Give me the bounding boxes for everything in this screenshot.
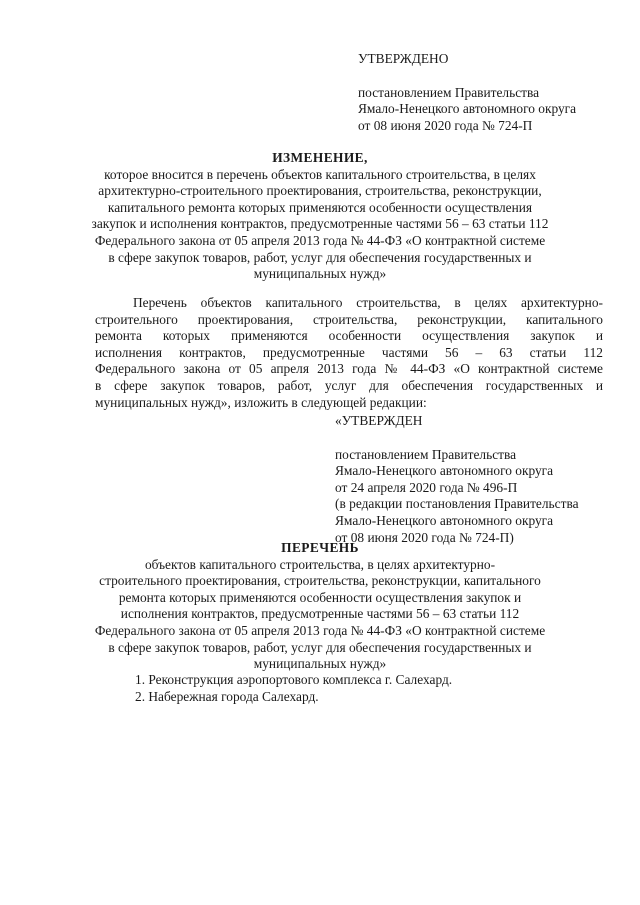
approval-stamp-top [358,51,576,134]
perechen-line: объектов капитального строительства, в целях архитектурно- [144,556,496,572]
perechen-line: строительного проектирования, строительства, реконструкции, капитального [99,573,541,589]
object-list [135,672,452,705]
change-line: которое вносится в перечень объектов капитального строительства, в целях [104,166,536,182]
approval-line: Ямало-Ненецкого автономного округа [358,101,577,117]
change-line: муниципальных нужд» [253,266,387,282]
change-title-suffix: , [364,150,368,165]
approval-stamp-inner [335,413,579,546]
perechen-title: ПЕРЕЧЕНЬ [281,540,359,555]
change-line: закупок и исполнения контрактов, предусмотренные частями 56 – 63 статьи 112 [91,216,549,232]
list-item: 2. Набережная города Салехард. [135,688,319,704]
approval-heading: «УТВЕРЖДЕН [335,413,423,428]
perechen-line: исполнения контрактов, предусмотренные частями 56 – 63 статьи 112 [120,606,520,622]
change-line: в сфере закупок товаров, работ, услуг для обеспечения государственных и [108,249,532,265]
change-line: Федерального закона от 05 апреля 2013 года № 44-ФЗ «О контрактной системе [94,232,546,248]
change-title-text: ИЗМЕНЕНИЕ [272,150,364,165]
approval-line: от 08 июня 2020 года № 724-П [358,117,533,133]
body-paragraph [95,295,603,411]
change-line: капитального ремонта которых применяются особенности осуществления [107,199,533,215]
perechen-line: в сфере закупок товаров, работ, услуг для обеспечения государственных и [108,639,532,655]
approval-line: от 24 апреля 2020 года № 496-П [335,479,518,495]
paragraph-line: исполнения контрактов, предусмотренные частями 56 – 63 статьи 112 [95,344,603,360]
change-line: архитектурно-строительного проектирования, строительства, реконструкции, [98,183,542,199]
paragraph-line: в сфере закупок товаров, работ, услуг для обеспечения государственных и [95,377,603,393]
perechen-line: Федерального закона от 05 апреля 2013 года № 44-ФЗ «О контрактной системе [94,622,546,638]
paragraph-line: муниципальных нужд», изложить в следующей редакции: [95,394,427,410]
paragraph-line: Перечень объектов капитального строительства, в целях архитектурно- [133,295,603,310]
paragraph-line: строительного проектирования, строительства, реконструкции, капитального [95,311,603,327]
paragraph-line: ремонта которых применяются особенности осуществления закупок и [95,328,603,344]
change-title [78,150,562,167]
approval-line: постановлением Правительства [358,84,540,100]
list-item: 1. Реконструкция аэропортового комплекса г. Салехард. [135,672,453,687]
paragraph-line: Федерального закона от 05 апреля 2013 года № 44-ФЗ «О контрактной системе [95,361,603,377]
approval-line: Ямало-Ненецкого автономного округа [335,463,554,479]
approval-line: от 08 июня 2020 года № 724-П) [335,529,514,545]
approval-line: постановлением Правительства [335,446,517,462]
change-section [78,150,562,283]
approval-line: Ямало-Ненецкого автономного округа [335,512,554,528]
perechen-line: ремонта которых применяются особенности осуществления закупок и [118,589,522,605]
approval-line: (в редакции постановления Правительства [335,496,579,512]
perechen-line: муниципальных нужд» [253,656,387,672]
perechen-section [78,540,562,673]
approval-heading: УТВЕРЖДЕНО [358,51,449,66]
